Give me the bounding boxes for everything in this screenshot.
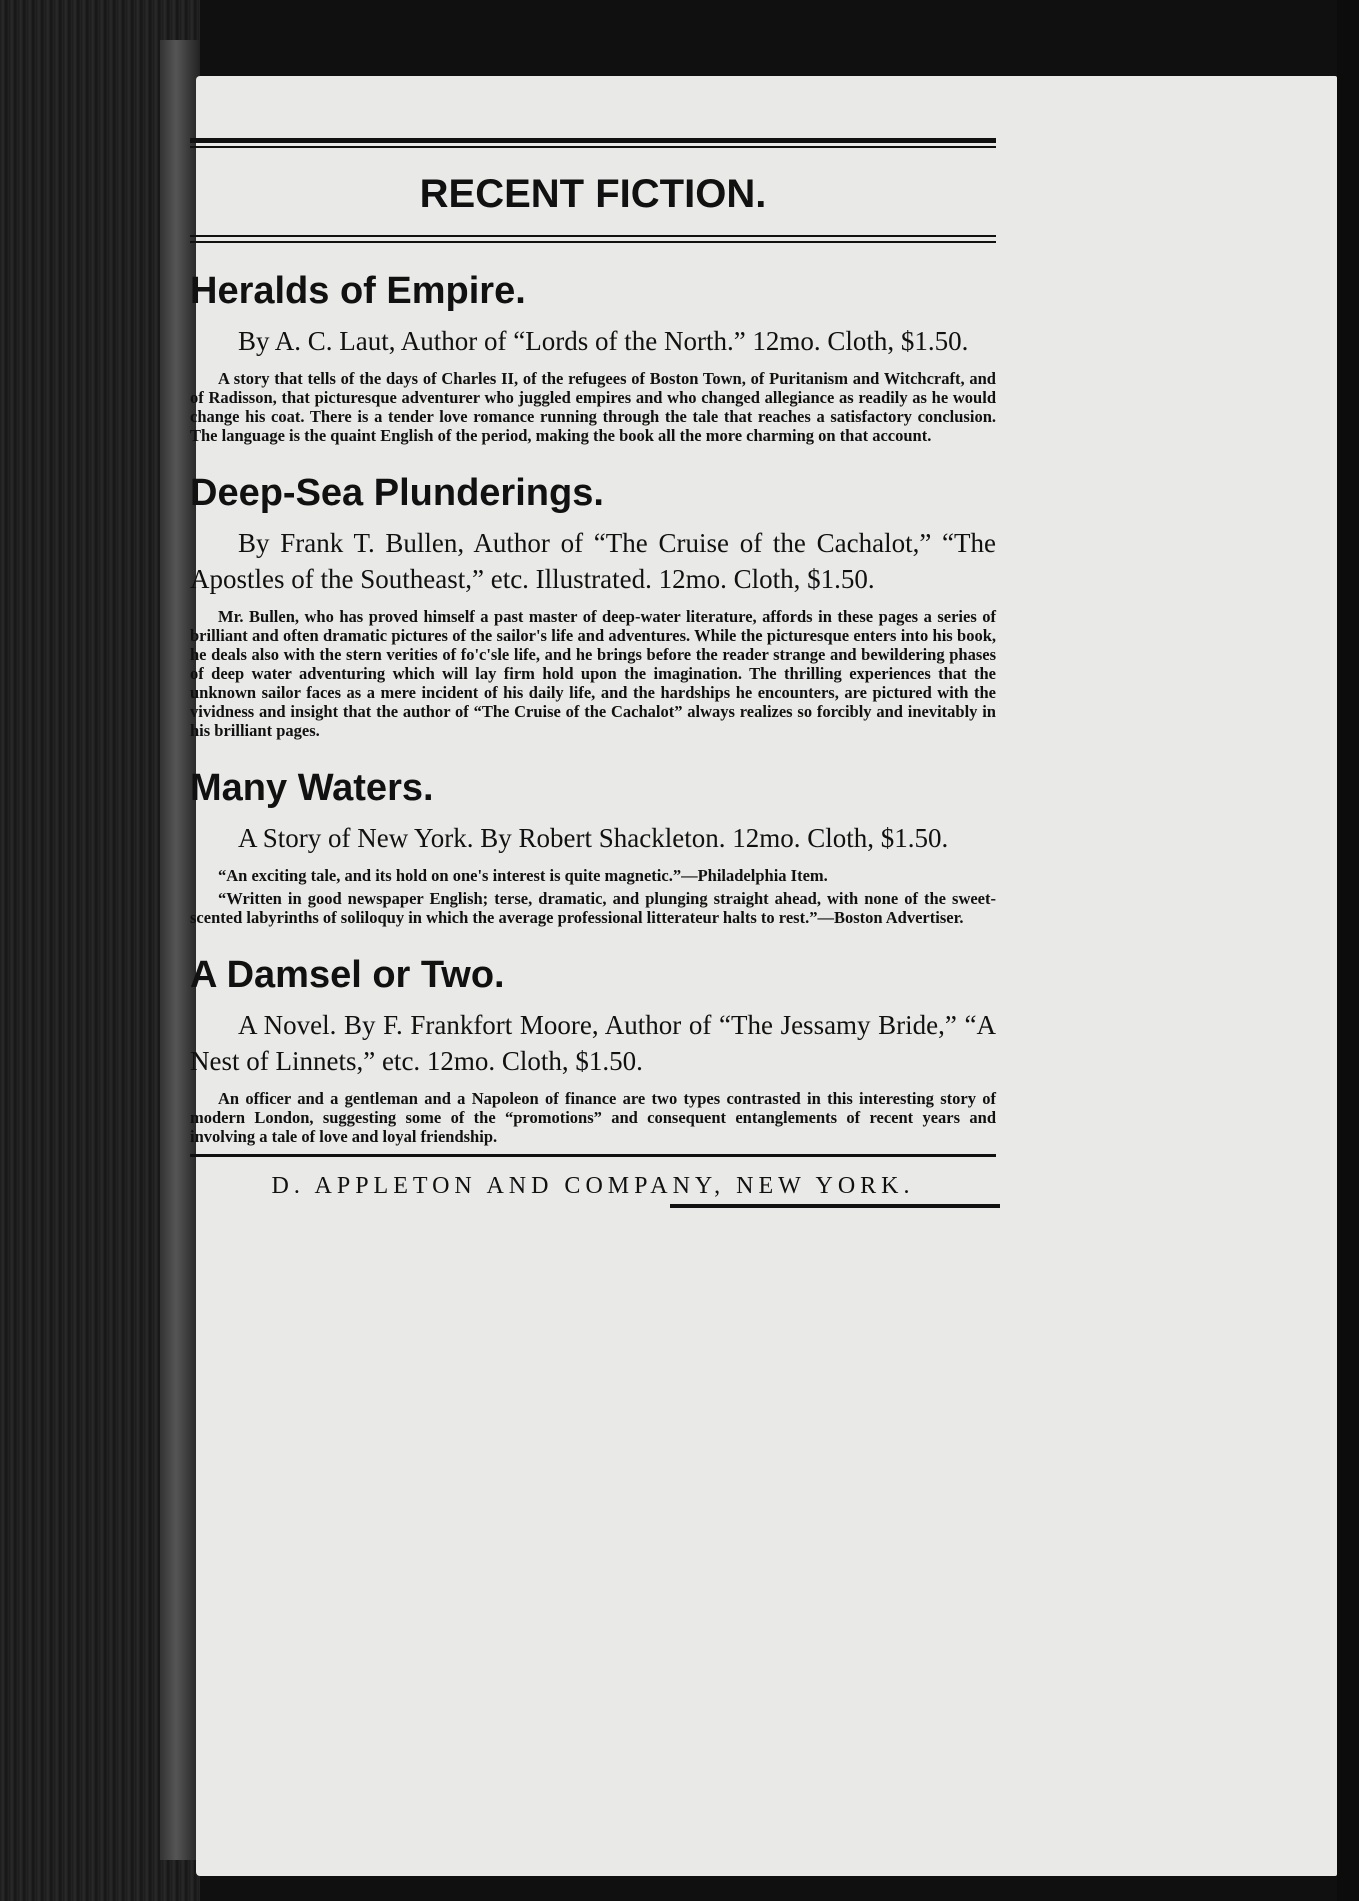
book-byline: By A. C. Laut, Author of “Lords of the North.” 12mo. Cloth, $1.50. (238, 326, 969, 356)
book-byline: A Story of New York. By Robert Shackleton. 12mo. Cloth, $1.50. (238, 823, 949, 853)
title-rule (190, 235, 996, 243)
page-title: RECENT FICTION. (419, 172, 767, 216)
book-title: A Damsel or Two. (190, 954, 505, 996)
book-entry-deep-sea-plunderings (190, 471, 996, 740)
book-byline: A Novel. By F. Frankfort Moore, Author of “The Jessamy Bride,” “A Nest of Linnets,” etc. 12mo. Cloth, $1.50. (190, 1010, 996, 1076)
book-title: Many Waters. (190, 767, 434, 809)
book-byline: By Frank T. Bullen, Author of “The Cruise of the Cachalot,” “The Apostles of the Southeast,” etc. Illustrated. 12mo. Cloth, $1.50. (190, 528, 996, 594)
book-entry-many-waters (190, 766, 996, 927)
top-rule (190, 138, 996, 148)
book-title: Heralds of Empire. (190, 270, 526, 312)
bottom-rule (670, 1204, 1000, 1208)
book-entry-a-damsel-or-two (190, 953, 996, 1146)
right-margin-strip (1337, 0, 1359, 1901)
publisher-imprint: D. APPLETON AND COMPANY, NEW YORK. (271, 1173, 915, 1199)
book-description: An officer and a gentleman and a Napoleon of finance are two types contrasted in this interesting story of modern London, suggesting some of the “promotions” and consequent entanglements of recent years and involving a tale of love and loyal friendship. (190, 1089, 996, 1146)
footer-rule (190, 1154, 996, 1157)
book-title: Deep-Sea Plunderings. (190, 472, 604, 514)
advertisement-content (190, 138, 996, 1208)
book-entry-heralds-of-empire (190, 269, 996, 445)
review-quote: “Written in good newspaper English; terse, dramatic, and plunging straight ahead, with none of the sweet-scented labyrinths of soliloquy in which the average professional litterateur halts to rest.”—Boston Advertiser. (190, 889, 996, 927)
review-quote: “An exciting tale, and its hold on one's interest is quite magnetic.”—Philadelphia Item. (218, 866, 828, 885)
book-description: A story that tells of the days of Charles II, of the refugees of Boston Town, of Puritanism and Witchcraft, and of Radisson, that picturesque adventurer who juggled empires and who changed allegiance as readily as he would change his coat. There is a tender love romance running through the tale that reaches a satisfactory conclusion. The language is the quaint English of the period, making the book all the more charming on that account. (190, 369, 996, 445)
book-description: Mr. Bullen, who has proved himself a past master of deep-water literature, affords in these pages a series of brilliant and often dramatic pictures of the sailor's life and adventures. While the picturesque enters into his book, he deals also with the stern verities of fo'c'sle life, and he brings before the reader strange and bewildering phases of deep water adventuring which will lay firm hold upon the imagination. The thrilling experiences that the unknown sailor faces as a mere incident of his daily life, and the hardships he encounters, are pictured with the vividness and insight that the author of “The Cruise of the Cachalot” always realizes so forcibly and inevitably in his brilliant pages. (190, 607, 996, 740)
